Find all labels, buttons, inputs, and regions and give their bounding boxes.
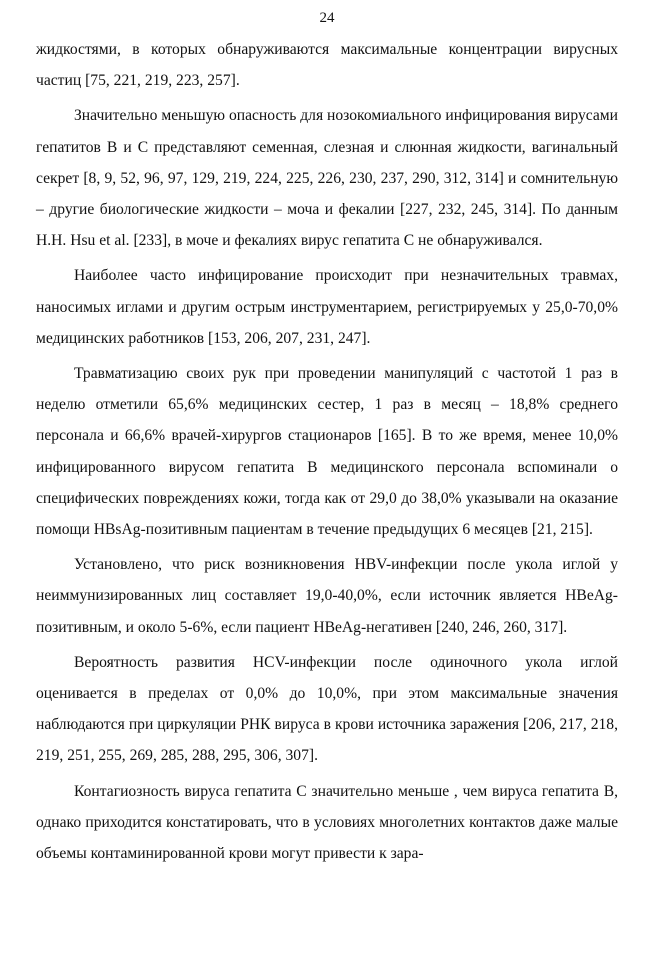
paragraph: Наиболее часто инфицирование происходит при незначительных травмах, наносимых иглами и другим острым инструментарием, регистрируемых у 25,0-70,0% медицинских работников [153, 206, 207, 231, 247].	[36, 267, 618, 347]
paragraph-continuation: жидкостями, в которых обнаруживаются максимальные концентрации вирусных частиц [75, 221, 219, 223, 257].	[36, 41, 618, 90]
paragraph: Значительно меньшую опасность для нозокомиального инфицирования вирусами гепатитов В и С представляют семенная, слезная и слюнная жидкости, вагинальный секрет [8, 9, 52, 96, 97, 129, 219, 224, 225, 226, 230, 237, 290, 312, 314] и сомнительную – другие биологические жидкости – моча и фекалии [227, 232, 245, 314]. По данным H.H. Hsu et al. [233], в моче и фекалиях вирус гепатита С не обнаруживался.	[36, 107, 618, 250]
page-number: 24	[319, 10, 335, 26]
paragraph: Установлено, что риск возникновения HBV-инфекции после укола иглой у неиммунизированных лиц составляет 19,0-40,0%, если источник является HBeAg-позитивным, и около 5-6%, если пациент HBeAg-негативен [240, 246, 260, 317].	[36, 556, 618, 636]
body-text	[36, 34, 618, 869]
paragraph: Контагиозность вируса гепатита С значительно меньше , чем вируса гепатита В, однако приходится констатировать, что в условиях многолетних контактов даже малые объемы контаминированной крови могут привести к зара-	[36, 782, 618, 863]
paragraph: Травматизацию своих рук при проведении манипуляций с частотой 1 раз в неделю отметили 65,6% медицинских сестер, 1 раз в месяц – 18,8% среднего персонала и 66,6% врачей-хирургов стационаров [165]. В то же время, менее 10,0% инфицированного вирусом гепатита В медицинского персонала вспоминали о специфических повреждениях кожи, тогда как от 29,0 до 38,0% указывали на оказание помощи HBsAg-позитивным пациентам в течение предыдущих 6 месяцев [21, 215].	[36, 365, 618, 539]
paragraph: Вероятность развития HCV-инфекции после одиночного укола иглой оценивается в пределах от 0,0% до 10,0%, при этом максимальные значения наблюдаются при циркуляции РНК вируса в крови источника заражения [206, 217, 218, 219, 251, 255, 269, 285, 288, 295, 306, 307].	[36, 653, 618, 765]
